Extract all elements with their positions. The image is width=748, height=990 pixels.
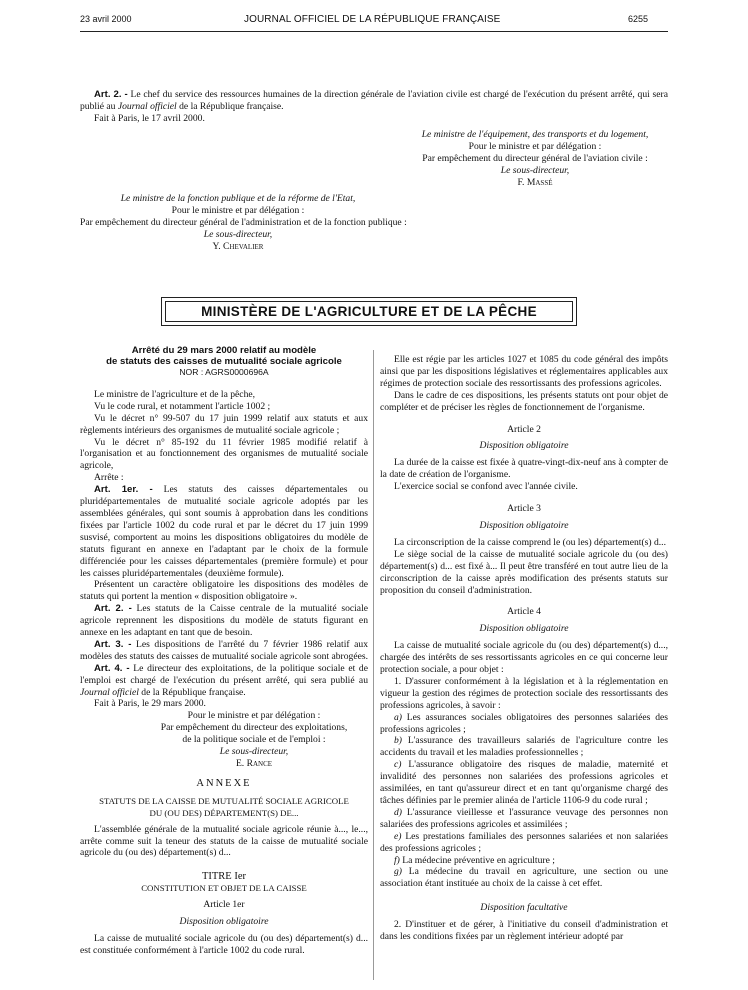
- top-article-2: Art. 2. - Le chef du service des ressources humaines de la direction générale de l'aviation civile est chargé de l'exécution du présent arrêté, qui sera publié au Journal officiel de la République française. Fait à Paris, le 17 avril 2000.: [80, 89, 668, 124]
- header-rule: [80, 31, 668, 32]
- top-art2-label: Art. 2. -: [94, 89, 128, 100]
- titre-heading: TITRE Ier: [201, 871, 247, 883]
- article-2-heading: Article 2: [507, 423, 541, 435]
- art3-label: Art. 3. -: [94, 638, 132, 650]
- top-signature-2-name: Y. Chevalier: [212, 240, 264, 252]
- arrete-title-line-1: Arrêté du 29 mars 2000 relatif au modèle: [131, 345, 317, 356]
- article-3-heading: Article 3: [507, 503, 541, 515]
- column-separator: [373, 350, 374, 980]
- top-signature-1-name: F. Massé: [517, 176, 553, 188]
- ministry-title: MINISTÈRE DE L'AGRICULTURE ET DE LA PÊCHE: [165, 301, 573, 322]
- art4-label: Art. 4. -: [94, 662, 130, 674]
- right-column: Elle est régie par les articles 1027 et 1085 du code général des impôts ainsi que par les dispositions législatives et réglementaires applicables aux régimes de protection sociale des ressortissants des professions agricoles. Dans le cadre de ces dispositions, les présents statuts ont pour objet de compléter et de préciser les règles de fonctionnement de l'organisme. Article 2 Disposition obligatoire La durée de la caisse est fixée à quatre-vingt-dix-neuf ans à compter de la date de création de l'organisme. L'exercice social se confond avec l'année civile. Article 3 Disposition obligatoire La circonscription de la caisse comprend le (ou les) département(s) d... Le siège social de la caisse de mutualité sociale agricole du (ou des) département(s) d... est fixé à... Il peut être transféré en tout autre lieu de la circonscription de la caisse après modification des présents statuts sur proposition du conseil d'administration. Article 4 Disposition obligatoire La caisse de mutualité sociale agricole du (ou des) département(s) d..., chargée des intérêts de ses ressortissants agricoles en ce qui concerne leur protection sociale, a pour objet : 1. D'assurer conformément à la législation et à la réglementation en vigueur la gestion des régimes de protection sociale des ressortissants des professions agricoles, à savoir : a) Les assurances sociales obligatoires des personnes salariées des professions agricoles ; b) L'assurance des travailleurs salariés de l'agriculture contre les accidents du travail et les maladies professionnelles ; c) L'assurance obligatoire des risques de maladie, maternité et invalidité des personnes non salariées des professions agricoles et assimilées, en tant qu'assureur direct et en tant qu'organisme chargé des tâches définies par le premier alinéa de l'article 1106-9 du code rural ; d) L'assurance vieillesse et l'assurance veuvage des personnes non salariées des professions agricoles et assimilées ; e) Les prestations familiales des personnes salariées et non salariées des professions agricoles ; f) La médecine préventive en agriculture ; g) La médecine du travail en agriculture, une section ou une association étant instituée au choix de la caisse à cet effet. Disposition facultative 2. D'instituer et de gérer, à l'initiative du conseil d'administration et dans les conditions fixées par un règlement intérieur adopté par: [380, 354, 668, 943]
- annexe-heading: ANNEXE: [196, 777, 252, 789]
- art2-label: Art. 2. -: [94, 603, 132, 615]
- article-4-heading: Article 4: [507, 606, 541, 618]
- header-page-number: 6255: [628, 14, 649, 24]
- nor-reference: NOR : AGRS0000696A: [179, 367, 269, 377]
- art1-label: Art. 1er. -: [94, 484, 153, 496]
- top-signature-1: Le ministre de l'équipement, des transports et du logement, Pour le ministre et par délégation : Par empêchement du directeur général de l'aviation civile : Le sous-directeur, F. Massé: [402, 129, 668, 189]
- header-title: JOURNAL OFFICIEL DE LA RÉPUBLIQUE FRANÇAISE: [244, 14, 501, 25]
- left-column: Arrêté du 29 mars 2000 relatif au modèle de statuts des caisses de mutualité sociale agricole NOR : AGRS0000696A Le ministre de l'agriculture et de la pêche, Vu le code rural, et notamment l'article 1002 ; Vu le décret n° 99-507 du 17 juin 1999 relatif aux statuts et aux règlements intérieurs des organismes de mutualité sociale agricole ; Vu le décret n° 85-192 du 11 février 1985 modifié relatif à l'organisation et au fonctionnement des organismes de mutualité sociale agricole, Arrête : Art. 1er. - Les statuts des caisses départementales ou pluridépartementales de mutualité sociale agricole adoptés par les assemblées générales, qui sont soumis à approbation dans les conditions fixées par l'article 1002 du code rural et par le décret du 17 juin 1999 susvisé, comportent au moins les dispositions obligatoires du modèle de statuts figurant en annexe en l'adaptant par le choix de la formule différenciée pour les caisses départementales (première formule) et pour les caisses pluridépartementales (deuxième formule). Présentent un caractère obligatoire les dispositions des modèles de statuts qui portent la mention « disposition obligatoire ». Art. 2. - Les statuts de la Caisse centrale de la mutualité sociale agricole reprennent les dispositions du modèle de statuts figurant en annexe en les adaptant en tant que de besoin. Art. 3. - Les dispositions de l'arrêté du 7 février 1986 relatif aux modèles des statuts des caisses de mutualité sociale agricole sont abrogées. Art. 4. - Le directeur des exploitations, de la politique sociale et de l'emploi est chargé de l'exécution du présent arrêté, qui sera publié au Journal officiel de la République française. Fait à Paris, le 29 mars 2000. Pour le ministre et par délégation : Par empêchement du directeur des exploitations, de la politique sociale et de l'emploi : Le sous-directeur, E. Rance ANNEXE STATUTS DE LA CAISSE DE MUTUALITÉ SOCIALE AGRICOLE DU (OU DES) DÉPARTEMENT(S) DE... L'assemblée générale de la mutualité sociale agricole réunie à..., le..., arrête comme suit la teneur des statuts de la caisse de mutualité sociale agricole du (ou des) département(s) d... TITRE Ier CONSTITUTION ET OBJET DE LA CAISSE Article 1er Disposition obligatoire La caisse de mutualité sociale agricole du (ou des) département(s) d... est constituée conformément à l'article 1002 du code rural.: [80, 345, 368, 956]
- arrete-verb: Arrête :: [94, 472, 124, 484]
- top-signature-2: Le ministre de la fonction publique et de la réforme de l'Etat, Pour le ministre et par délégation : Par empêchement du directeur général de l'administration et de la fonction publique : Le sous-directeur, Y. Chevalier: [80, 193, 407, 252]
- left-signature-name: E. Rance: [235, 758, 273, 769]
- ministry-box: [161, 297, 577, 326]
- header-date: 23 avril 2000: [80, 14, 132, 24]
- top-fait: Fait à Paris, le 17 avril 2000.: [94, 112, 205, 124]
- left-signature: Pour le ministre et par délégation : Par empêchement du directeur des exploitations, de la politique sociale et de l'emploi : Le sous-directeur, E. Rance: [140, 710, 368, 770]
- arrete-title-line-2: de statuts des caisses de mutualité sociale agricole: [106, 356, 342, 367]
